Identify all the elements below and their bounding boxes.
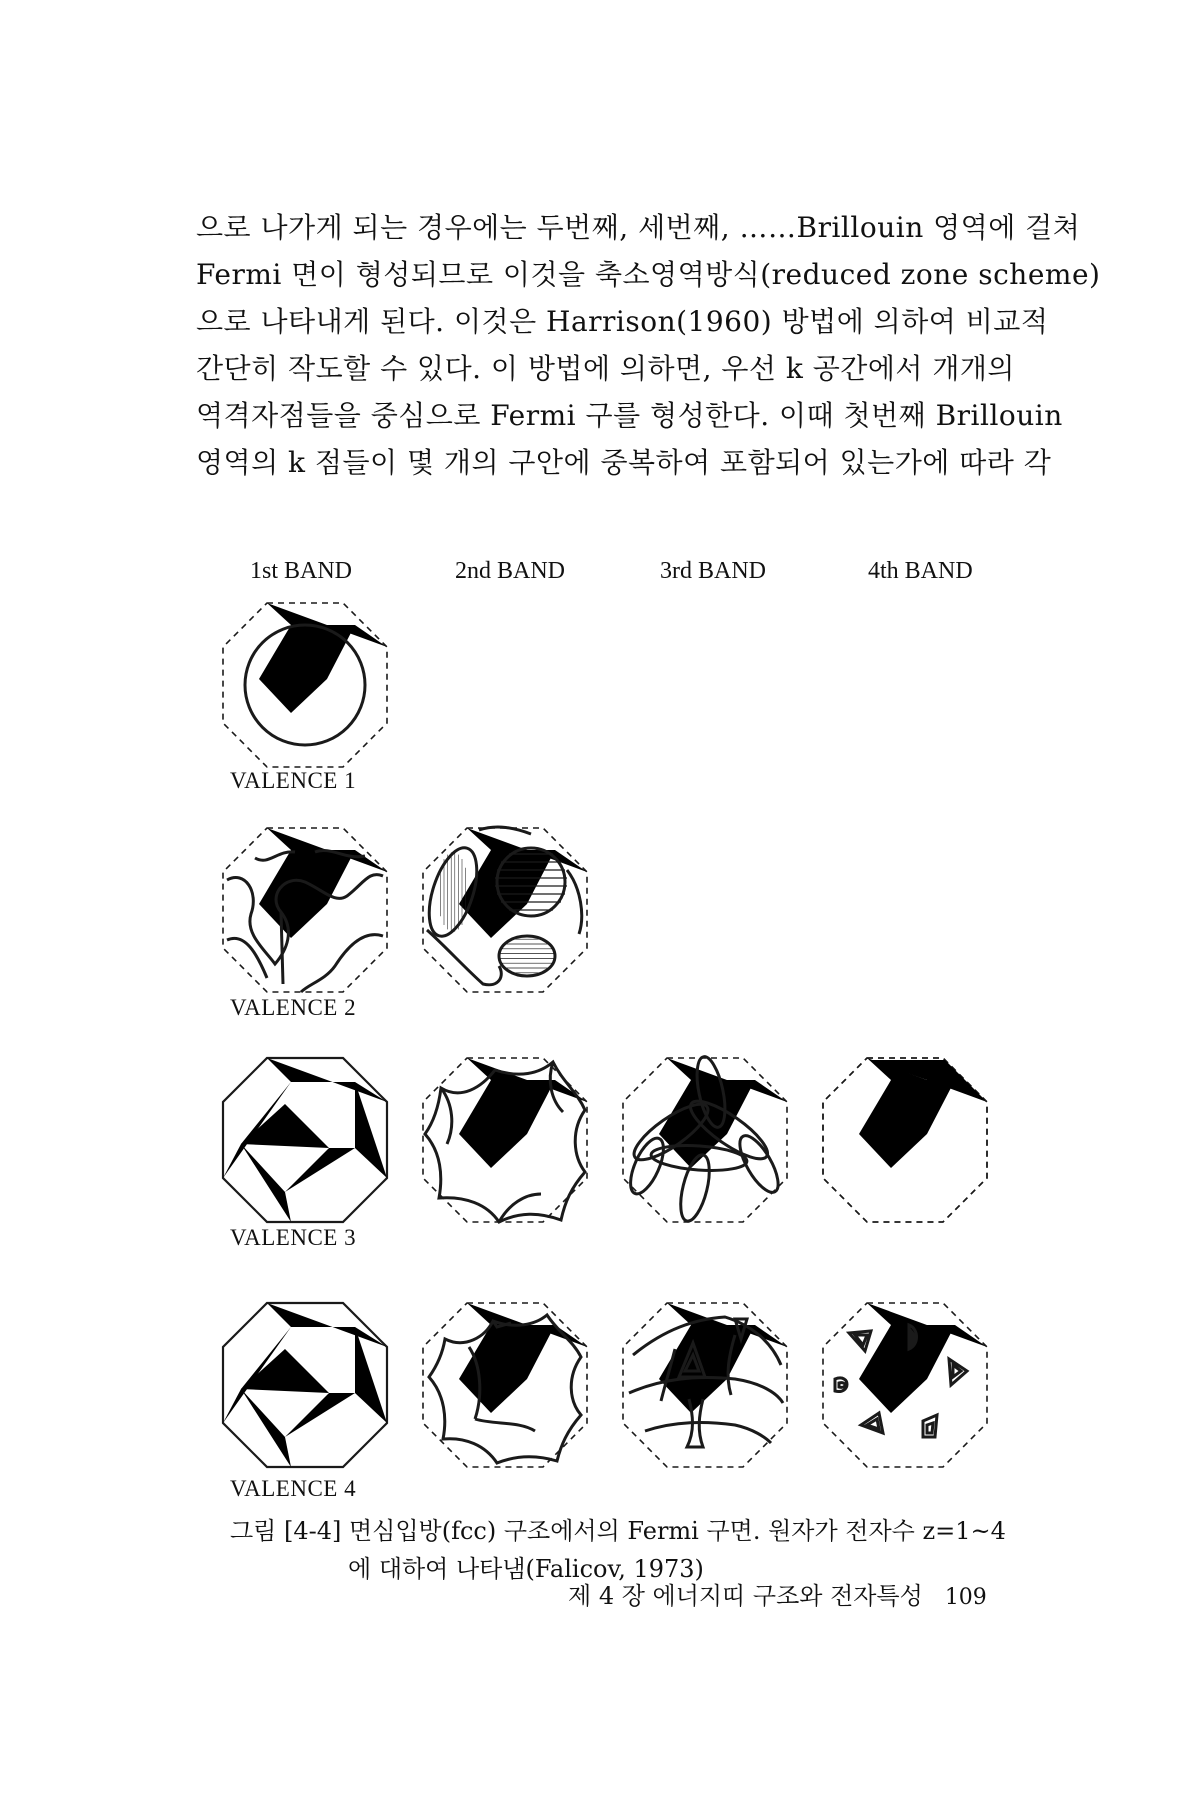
fs-valence2-band2 [420, 827, 587, 992]
body-line-1: 으로 나가게 되는 경우에는 두번째, 세번째, ……Brillouin 영역에 걸쳐 [196, 211, 1081, 244]
fs-valence2-band1 [223, 828, 387, 992]
body-line-6: 영역의 k 점들이 몇 개의 구안에 중복하여 포함되어 있는가에 따라 각 [196, 446, 1052, 479]
page-number: 109 [944, 1585, 987, 1610]
band-header-1st: 1st BAND [250, 558, 353, 584]
band-header-3rd: 3rd BAND [660, 558, 766, 584]
valence-label-3: VALENCE 3 [230, 1225, 357, 1250]
fs-valence4-band2 [423, 1303, 587, 1467]
body-line-3: 으로 나타내게 된다. 이것은 Harrison(1960) 방법에 의하여 비교적 [196, 305, 1049, 338]
fs-valence4-band3 [623, 1303, 787, 1467]
fs-valence3-band1 [223, 1058, 387, 1222]
body-line-5: 역격자점들을 중심으로 Fermi 구를 형성한다. 이때 첫번째 Brillouin [196, 399, 1063, 432]
fs-valence3-band3 [623, 1054, 787, 1224]
valence-label-4: VALENCE 4 [230, 1476, 357, 1501]
band-header-2nd: 2nd BAND [455, 558, 566, 584]
body-line-2: Fermi 면이 형성되므로 이것을 축소영역방식(reduced zone scheme) [196, 258, 1101, 291]
fs-valence4-band1 [223, 1303, 387, 1467]
caption-line-1: 그림 [4-4] 면심입방(fcc) 구조에서의 Fermi 구면. 원자가 전자수 z=1~4 [230, 1517, 1006, 1545]
valence-label-1: VALENCE 1 [230, 768, 357, 793]
valence-label-2: VALENCE 2 [230, 995, 357, 1020]
fs-valence1-band1 [223, 603, 387, 767]
fs-valence3-band4 [823, 1058, 987, 1222]
page-footer [568, 1576, 987, 1611]
fs-valence3-band2 [423, 1058, 587, 1222]
running-head: 제 4 장 에너지띠 구조와 전자특성 [568, 1582, 923, 1610]
fs-valence4-band4 [823, 1303, 987, 1467]
band-header-4th: 4th BAND [868, 558, 973, 584]
body-line-4: 간단히 작도할 수 있다. 이 방법에 의하면, 우선 k 공간에서 개개의 [196, 352, 1015, 385]
caption-line-2: 에 대하여 나타냄(Falicov, 1973) [348, 1555, 704, 1583]
